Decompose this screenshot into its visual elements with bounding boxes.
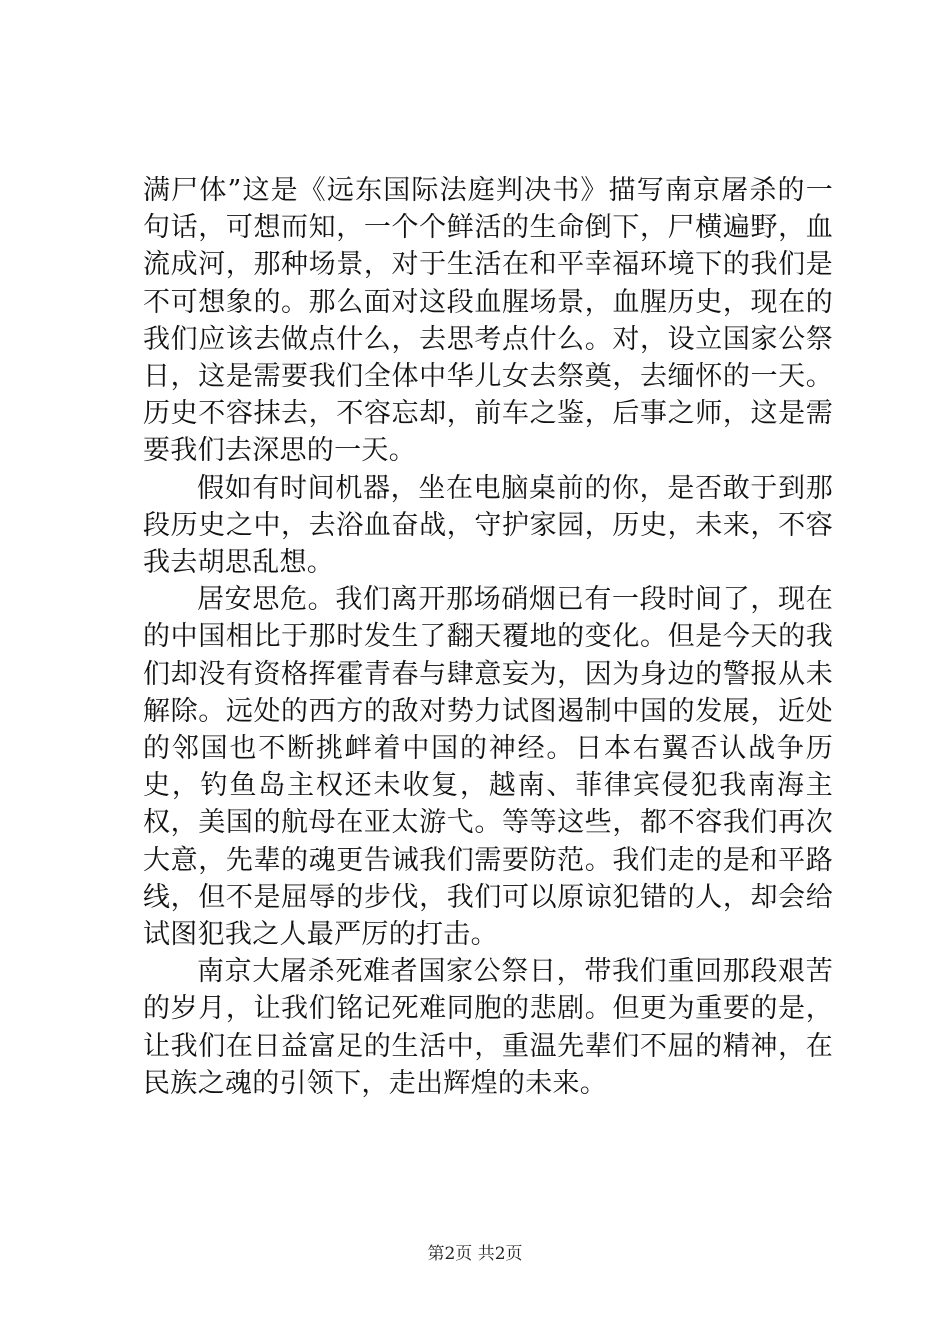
paragraph-3: 居安思危。我们离开那场硝烟已有一段时间了，现在的中国相比于那时发生了翻天覆地的变化。但是今天的我们却没有资格挥霍青春与肆意妄为，因为身边的警报从未解除。远处的西方的敌对势力试图遏制中国的发展，近处的邻国也不断挑衅着中国的神经。日本右翼否认战争历史，钓鱼岛主权还未收复，越南、菲律宾侵犯我南海主权，美国的航母在亚太游弋。等等这些，都不容我们再次大意，先辈的魂更告诫我们需要防范。我们走的是和平路线，但不是屈辱的步伐，我们可以原谅犯错的人，却会给试图犯我之人最严厉的打击。 bbox=[143, 584, 833, 951]
paragraph-4: 南京大屠杀死难者国家公祭日，带我们重回那段艰苦的岁月，让我们铭记死难同胞的悲剧。但更为重要的是，让我们在日益富足的生活中，重温先辈们不屈的精神，在民族之魂的引领下，走出辉煌的未来。 bbox=[143, 956, 833, 1099]
paragraph-2: 假如有时间机器，坐在电脑桌前的你，是否敢于到那段历史之中，去浴血奋战，守护家园，历史，未来，不容我去胡思乱想。 bbox=[143, 472, 833, 579]
document-body bbox=[143, 172, 833, 1102]
paragraph-1: 满尸体”这是《远东国际法庭判决书》描写南京屠杀的一句话，可想而知，一个个鲜活的生命倒下，尸横遍野，血流成河，那种场景，对于生活在和平幸福环境下的我们是不可想象的。那么面对这段血腥场景，血腥历史，现在的我们应该去做点什么，去思考点什么。对，设立国家公祭日，这是需要我们全体中华儿女去祭奠，去缅怀的一天。历史不容抹去，不容忘却，前车之鉴，后事之师，这是需要我们去深思的一天。 bbox=[143, 175, 833, 467]
page-number-footer: 第2页 共2页 bbox=[427, 1244, 523, 1264]
